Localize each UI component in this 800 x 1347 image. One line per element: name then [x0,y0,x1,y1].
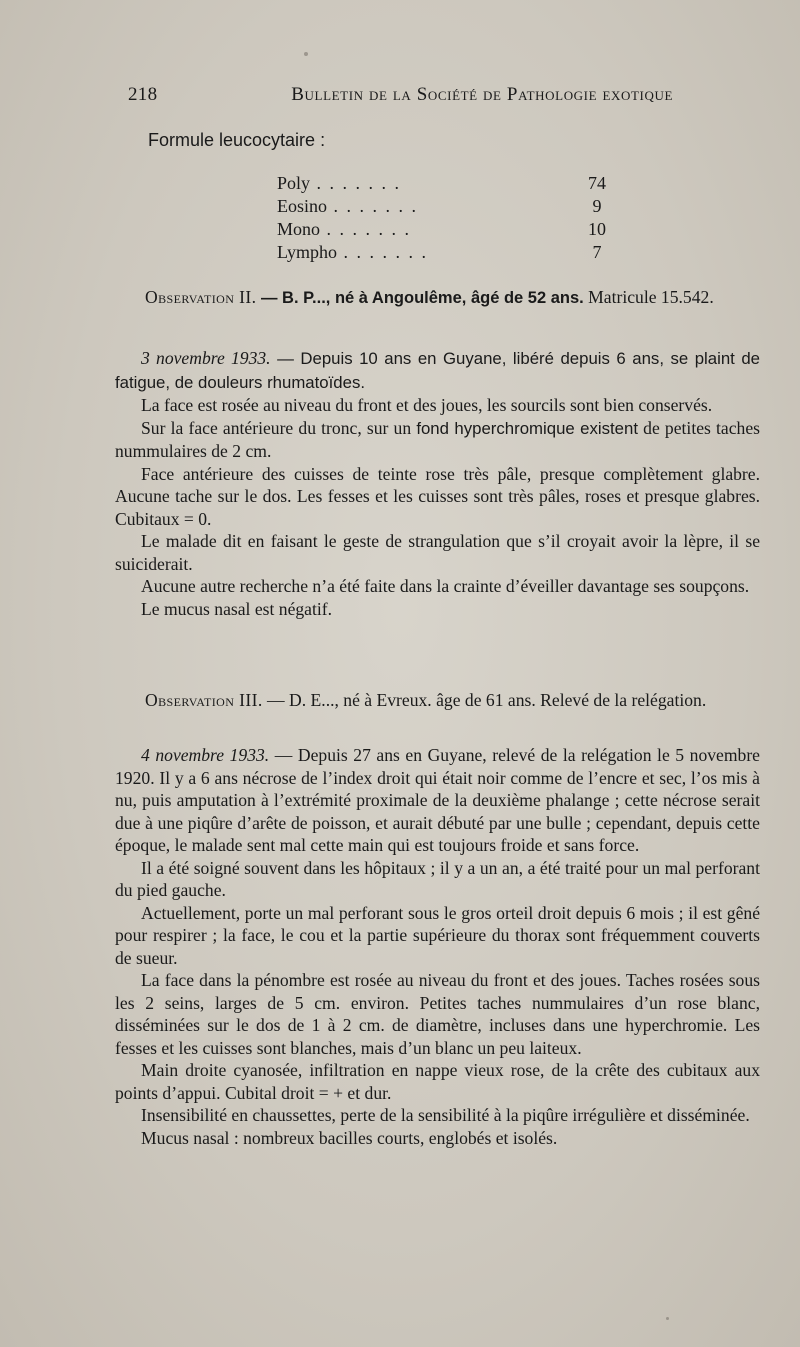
observation-2-heading [115,286,760,310]
leucocyte-row [277,172,617,195]
running-header [128,84,673,106]
paragraph: Main droite cyanosée, infiltration en nappe vieux rose, de la crête des cubitaux aux points d’appui. Cubital droit = + et dur. [115,1060,760,1103]
paragraph: Face antérieure des cuisses de teinte rose très pâle, presque complètement glabre. Aucune tache sur le dos. Les fesses et les cuisses sont très pâles, roses et presque glabres. Cubitaux = 0. [115,463,760,529]
page-number: 218 [128,84,158,105]
paragraph [115,347,760,394]
leucocyte-value: 10 [588,219,606,239]
paragraph: Aucune autre recherche n’a été faite dans la crainte d’éveiller davantage ses soupçons. [141,576,750,596]
observation-3-date: 4 novembre 1933. [141,745,270,765]
journal-title: Bulletin de la Société de Pathologie exotique [291,84,673,105]
observation-2-matricule: Matricule 15.542. [583,287,714,307]
paragraph: Il a été soigné souvent dans les hôpitaux ; il y a un an, a été traité pour un mal perforant du pied gauche. [115,857,760,900]
paragraph-emphasis: fond hyperchromique existent [416,418,638,438]
leucocyte-formula-title: Formule leucocytaire : [148,130,326,150]
paper-speck [304,52,308,56]
observation-3-body [115,744,760,1149]
paragraph-text: — Depuis 27 ans en Guyane, relevé de la relégation le 5 novembre 1920. Il y a 6 ans nécrose de l’index droit qui était noir comme de l’encre et sec, l’os mis à nu, puis amputation à l’extrémité proximale de la deuxième phalange ; cette nécrose serait due à une piqûre d’arête de poisson, et aurait débuté par une bulle ; cependant, depuis cette époque, le malade sent mal cette main qui est toujours froide et sans force. [115,745,760,855]
leucocyte-row [277,218,617,241]
observation-3-heading [115,689,760,712]
observation-2-label: Observation II. [145,287,257,307]
paragraph [115,744,760,857]
paragraph: Le mucus nasal est négatif. [141,598,333,619]
leucocyte-value: 9 [592,196,602,216]
leucocyte-label: Lympho . . . [277,241,428,264]
leucocyte-label: Poly . . . [277,172,401,195]
paragraph: Mucus nasal : nombreux bacilles courts, englobés et isolés. [141,1127,558,1148]
leucocyte-row [277,241,617,264]
paragraph [115,417,760,463]
paper-speck [666,1317,669,1320]
observation-2-date: 3 novembre 1933. [141,348,271,368]
leucocyte-label: Eosino . . . [277,195,418,218]
leucocyte-value: 74 [588,173,606,193]
leucocyte-label: Mono . . . [277,218,411,241]
observation-3-label: Observation III. [145,690,263,710]
paragraph-text: Sur la face antérieure du tronc, sur un [141,417,417,438]
paragraph: La face dans la pénombre est rosée au niveau du front et des joues. Taches rosées sous les 2 seins, larges de 5 cm. environ. Petites taches nummulaires d’un rose blanc, disséminées sur le dos de 1 à 2 cm. de diamètre, incluses dans une hyperchromie. Les fesses et les cuisses sont blanches, mais d’un blanc un peu laiteux. [115,970,760,1058]
leucocyte-row [277,195,617,218]
paragraph: Le malade dit en faisant le geste de strangulation que s’il croyait avoir la lèpre, il se suiciderait. [115,531,760,574]
paragraph: Actuellement, porte un mal perforant sous le gros orteil droit depuis 6 mois ; il est gêné pour respirer ; la face, le cou et la partie supérieure du thorax sont fréquemment couverts de sueur. [115,902,760,968]
paragraph-text: de petites taches nummulaires de 2 cm. [115,417,760,461]
leucocyte-formula-table [277,172,617,264]
observation-2 [115,286,760,310]
observation-2-body [115,347,760,620]
leucocyte-value: 7 [592,242,602,262]
observation-3-patient: — D. E..., né à Evreux. âge de 61 ans. Relevé de la relégation. [262,690,707,710]
observation-2-patient: — B. P..., né à Angoulême, âgé de 52 ans. [256,289,584,307]
paragraph: La face est rosée au niveau du front et des joues, les sourcils sont bien conservés. [141,395,713,415]
paragraph-text: — Depuis 10 ans en Guyane, libéré depuis 6 ans, se plaint de fatigue, de douleurs rhumatoïdes. [115,349,760,392]
observation-3 [115,689,760,712]
paragraph: Insensibilité en chaussettes, perte de la sensibilité à la piqûre irrégulière et disséminée. [141,1105,750,1125]
